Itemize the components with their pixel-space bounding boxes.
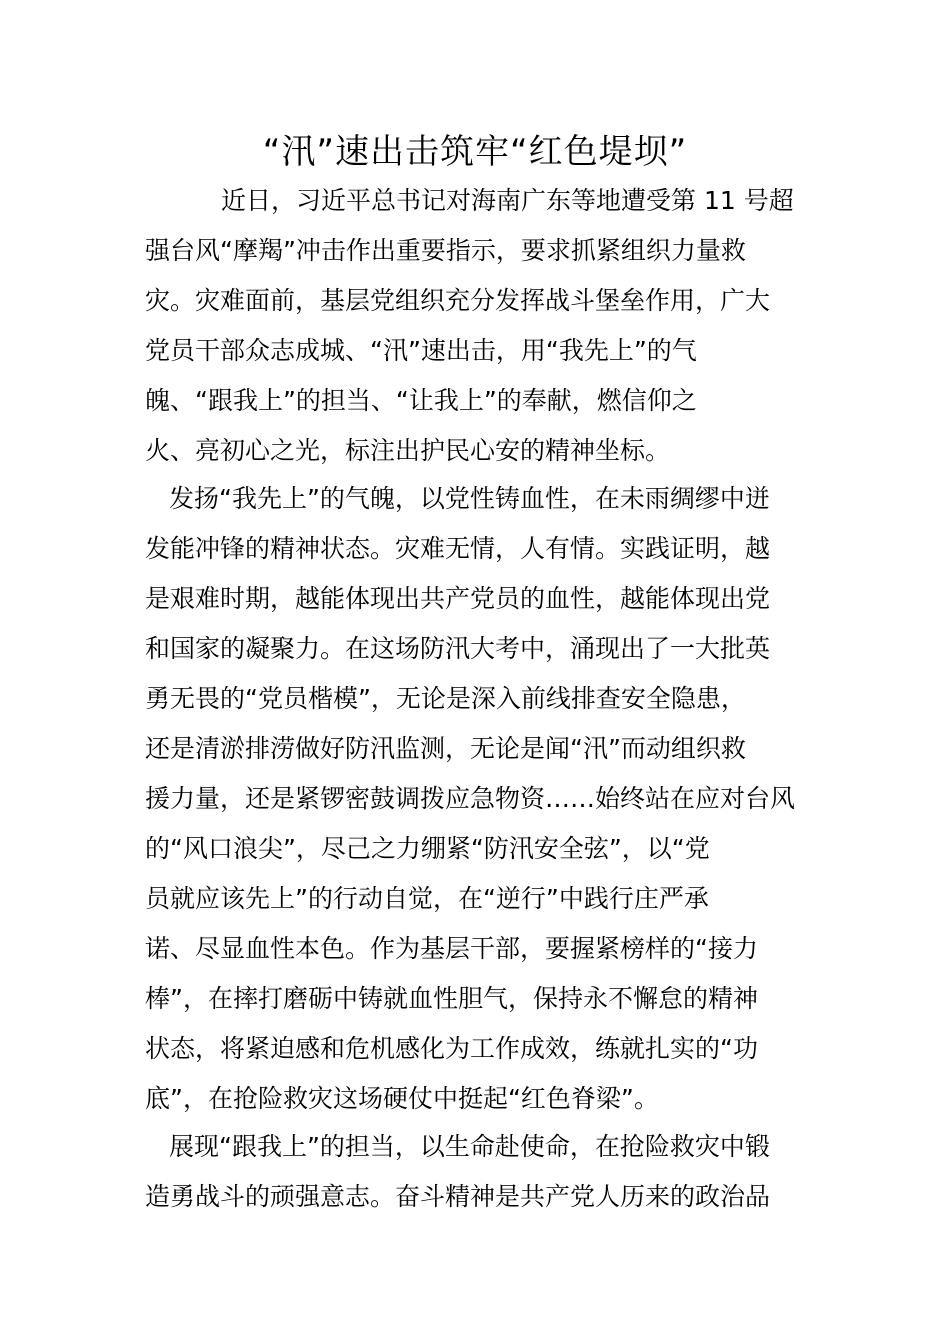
text-line: 诺、尽显血性本色。作为基层干部，要握紧榜样的“接力 [145, 934, 758, 963]
article-title: “汛”速出击筑牢“红色堤坝” [262, 132, 688, 172]
paragraph-2 [145, 474, 810, 1124]
paragraph-1 [145, 176, 810, 476]
text-line: 发能冲锋的精神状态。灾难无情，人有情。实践证明，越 [145, 534, 771, 563]
text-line: 发扬“我先上”的气魄，以党性铸血性，在未雨绸缪中迸 [169, 484, 770, 513]
text-line: 魄、“跟我上”的担当、“让我上”的奉献，燃信仰之 [145, 386, 697, 415]
text-line: 火、亮初心之光，标注出护民心安的精神坐标。 [145, 436, 671, 465]
text-line: 党员干部众志成城、“汛”速出击，用“我先上”的气 [145, 336, 697, 365]
text-line: 展现“跟我上”的担当，以生命赴使命，在抢险救灾中锻 [169, 1132, 770, 1161]
text-line: 造勇战斗的顽强意志。奋斗精神是共产党人历来的政治品 [145, 1182, 771, 1211]
text-line: 还是清淤排涝做好防汛监测，无论是闻“汛”而动组织救 [145, 734, 746, 763]
text-line: 是艰难时期，越能体现出共产党员的血性，越能体现出党 [145, 584, 771, 613]
text-line: 状态，将紧迫感和危机感化为工作成效，练就扎实的“功 [145, 1034, 758, 1063]
text-line: 近日，习近平总书记对海南广东等地遭受第 11 号超 [221, 186, 794, 215]
text-line: 员就应该先上”的行动自觉，在“逆行”中践行庄严承 [145, 884, 709, 913]
text-line: 灾。灾难面前，基层党组织充分发挥战斗堡垒作用，广大 [145, 286, 771, 315]
text-line: 棒”，在摔打磨砺中铸就血性胆气，保持永不懈怠的精神 [145, 984, 758, 1013]
text-line: 援力量，还是紧锣密鼓调拨应急物资……始终站在应对台风 [145, 784, 796, 813]
text-line: 强台风“摩羯”冲击作出重要指示，要求抓紧组织力量救 [145, 236, 746, 265]
text-line: 的“风口浪尖”，尽己之力绷紧“防汛安全弦”，以“党 [145, 834, 710, 863]
text-line: 和国家的凝聚力。在这场防汛大考中，涌现出了一大批英 [145, 634, 771, 663]
text-line: 勇无畏的“党员楷模”，无论是深入前线排查安全隐患， [145, 684, 746, 713]
paragraph-3 [145, 1122, 810, 1222]
text-line: 底”，在抢险救灾这场硬仗中挺起“红色脊梁”。 [145, 1084, 659, 1113]
